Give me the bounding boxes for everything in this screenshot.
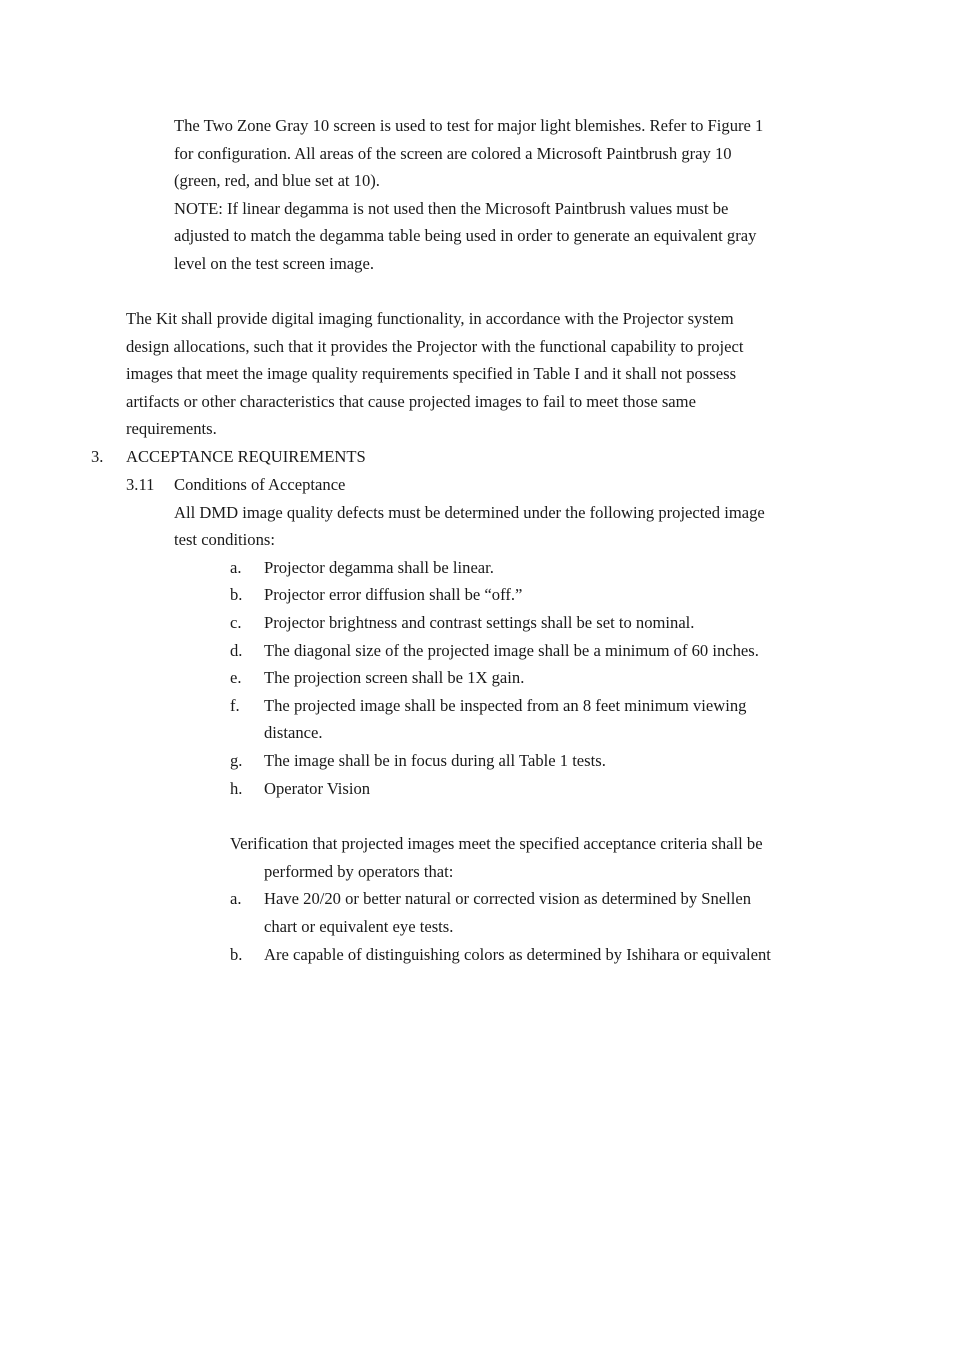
text-line: Verification that projected images meet the specified acceptance criteria shall be <box>230 834 763 853</box>
list-text: Projector error diffusion shall be “off.” <box>264 585 523 604</box>
list-text: Projector brightness and contrast settings shall be set to nominal. <box>264 613 695 632</box>
list-marker: a. <box>230 889 242 908</box>
section-title: ACCEPTANCE REQUIREMENTS <box>126 447 366 466</box>
text-line: The Two Zone Gray 10 screen is used to test for major light blemishes. Refer to Figure 1 <box>174 116 764 135</box>
list-text: The image shall be in focus during all Table 1 tests. <box>264 751 606 770</box>
list-marker: f. <box>230 696 240 715</box>
list-text: Have 20/20 or better natural or corrected vision as determined by Snellen <box>264 889 752 908</box>
list-text: The diagonal size of the projected image shall be a minimum of 60 inches. <box>264 641 759 660</box>
text-line: performed by operators that: <box>264 862 454 881</box>
text-line: for configuration. All areas of the screen are colored a Microsoft Paintbrush gray 10 <box>174 144 732 163</box>
section-number: 3. <box>91 447 104 466</box>
list-text: Are capable of distinguishing colors as determined by Ishihara or equivalent <box>264 945 771 964</box>
list-marker: b. <box>230 945 243 964</box>
list-text: distance. <box>264 723 323 742</box>
text-line: adjusted to match the degamma table being used in order to generate an equivalent gray <box>174 226 757 245</box>
text-line: test conditions: <box>174 530 275 549</box>
list-marker: c. <box>230 613 242 632</box>
list-marker: e. <box>230 668 242 687</box>
note-line: NOTE: If linear degamma is not used then the Microsoft Paintbrush values must be <box>174 199 729 218</box>
list-text: Operator Vision <box>264 779 371 798</box>
list-marker: g. <box>230 751 243 770</box>
text-line: (green, red, and blue set at 10). <box>174 171 380 190</box>
list-text: The projected image shall be inspected from an 8 feet minimum viewing <box>264 696 747 715</box>
text-line: All DMD image quality defects must be determined under the following projected image <box>174 503 765 522</box>
list-marker: d. <box>230 641 243 660</box>
text-line: The Kit shall provide digital imaging functionality, in accordance with the Projector system <box>126 309 734 328</box>
list-text: chart or equivalent eye tests. <box>264 917 454 936</box>
text-line: design allocations, such that it provides the Projector with the functional capability to project <box>126 337 744 356</box>
text-line: images that meet the image quality requirements specified in Table I and it shall not possess <box>126 364 737 383</box>
list-marker: h. <box>230 779 243 798</box>
list-text: Projector degamma shall be linear. <box>264 558 494 577</box>
text-line: level on the test screen image. <box>174 254 374 273</box>
subsection-title: Conditions of Acceptance <box>174 475 346 494</box>
text-line: requirements. <box>126 419 217 438</box>
text-line: artifacts or other characteristics that cause projected images to fail to meet those same <box>126 392 696 411</box>
list-marker: b. <box>230 585 243 604</box>
subsection-number: 3.11 <box>126 475 155 494</box>
list-marker: a. <box>230 558 242 577</box>
list-text: The projection screen shall be 1X gain. <box>264 668 525 687</box>
